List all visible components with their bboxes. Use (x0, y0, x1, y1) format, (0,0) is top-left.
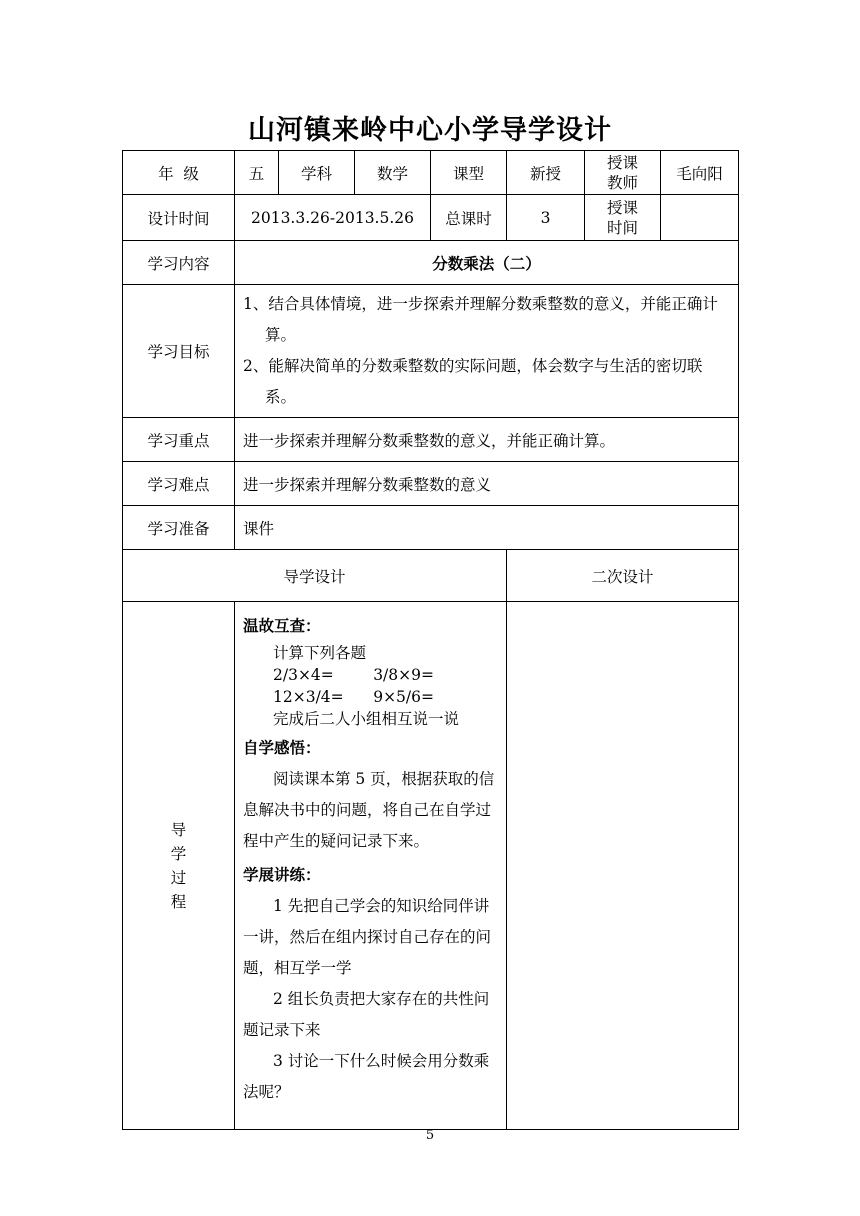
lesson-plan-table (122, 150, 739, 1130)
difficulty-label: 学习难点 (123, 462, 235, 506)
key-point-value: 进一步探索并理解分数乘整数的意义，并能正确计算。 (235, 418, 739, 462)
process-row (123, 602, 739, 1130)
goal-item-2: 2、能解决简单的分数乘整数的实际问题，体会数字与生活的密切联系。 (243, 357, 703, 406)
review-intro: 计算下列各题 (273, 644, 367, 662)
calc-line-1: 2/3×4= 3/8×9= (273, 666, 434, 684)
training-title: 学展讲练： (243, 865, 321, 884)
review-block (273, 642, 498, 730)
subject-value: 数学 (355, 151, 431, 195)
time-row (123, 195, 739, 241)
info-row (123, 151, 739, 195)
subject-label: 学科 (279, 151, 355, 195)
process-label-char-4: 程 (170, 892, 187, 911)
key-point-label: 学习重点 (123, 418, 235, 462)
process-label (123, 602, 235, 1130)
class-time-label-line2: 时间 (606, 218, 638, 237)
self-study-text: 阅读课本第 5 页，根据获取的信息解决书中的问题，将自己在自学过程中产生的疑问记录下来。 (243, 770, 495, 850)
review-title: 温故互查： (243, 616, 321, 635)
section-header-row (123, 550, 739, 602)
goals-list (235, 285, 739, 418)
process-content (235, 602, 507, 1130)
content-label: 学习内容 (123, 241, 235, 285)
total-hours-label: 总课时 (431, 195, 507, 241)
class-time-label-line1: 授课 (606, 198, 638, 217)
preparation-label: 学习准备 (123, 506, 235, 550)
page-number: 5 (425, 1128, 435, 1143)
preparation-value: 课件 (235, 506, 739, 550)
design-time-label: 设计时间 (123, 195, 235, 241)
calc-line-3: 完成后二人小组相互说一说 (273, 710, 460, 728)
total-hours-value: 3 (507, 195, 585, 241)
content-row (123, 241, 739, 285)
content-value: 分数乘法（二） (235, 241, 739, 285)
process-label-char-2: 学 (170, 844, 187, 863)
type-value: 新授 (507, 151, 585, 195)
goal-item-1: 1、结合具体情境，进一步探索并理解分数乘整数的意义，并能正确计算。 (243, 295, 718, 344)
process-label-char-3: 过 (170, 868, 187, 887)
second-design-header: 二次设计 (507, 550, 739, 602)
teacher-label (585, 151, 661, 195)
second-design-cell (507, 602, 739, 1130)
training-item-1: 1 先把自己学会的知识给同伴讲一讲，然后在组内探讨自己存在的问题，相互学一学 (243, 897, 492, 977)
class-time-value (661, 195, 739, 241)
training-item-2: 2 组长负责把大家存在的共性问题记录下来 (243, 990, 490, 1039)
goals-label: 学习目标 (123, 285, 235, 418)
teacher-label-line2: 教师 (606, 173, 638, 192)
self-study-title: 自学感悟： (243, 738, 321, 757)
page-title: 山河镇来岭中心小学导学设计 (248, 115, 612, 146)
teacher-value: 毛向阳 (661, 151, 739, 195)
difficulty-value: 进一步探索并理解分数乘整数的意义 (235, 462, 739, 506)
grade-label: 年 级 (123, 151, 235, 195)
type-label: 课型 (431, 151, 507, 195)
process-label-char-1: 导 (170, 820, 187, 839)
grade-value: 五 (235, 151, 279, 195)
guide-design-header: 导学设计 (123, 550, 507, 602)
teacher-label-line1: 授课 (606, 153, 638, 172)
training-item-3: 3 讨论一下什么时候会用分数乘法呢？ (243, 1052, 490, 1101)
calc-line-2: 12×3/4= 9×5/6= (273, 688, 434, 706)
preparation-row (123, 506, 739, 550)
difficulty-row (123, 462, 739, 506)
class-time-label (585, 195, 661, 241)
goals-row (123, 285, 739, 418)
design-time-value: 2013.3.26-2013.5.26 (235, 195, 431, 241)
key-point-row (123, 418, 739, 462)
